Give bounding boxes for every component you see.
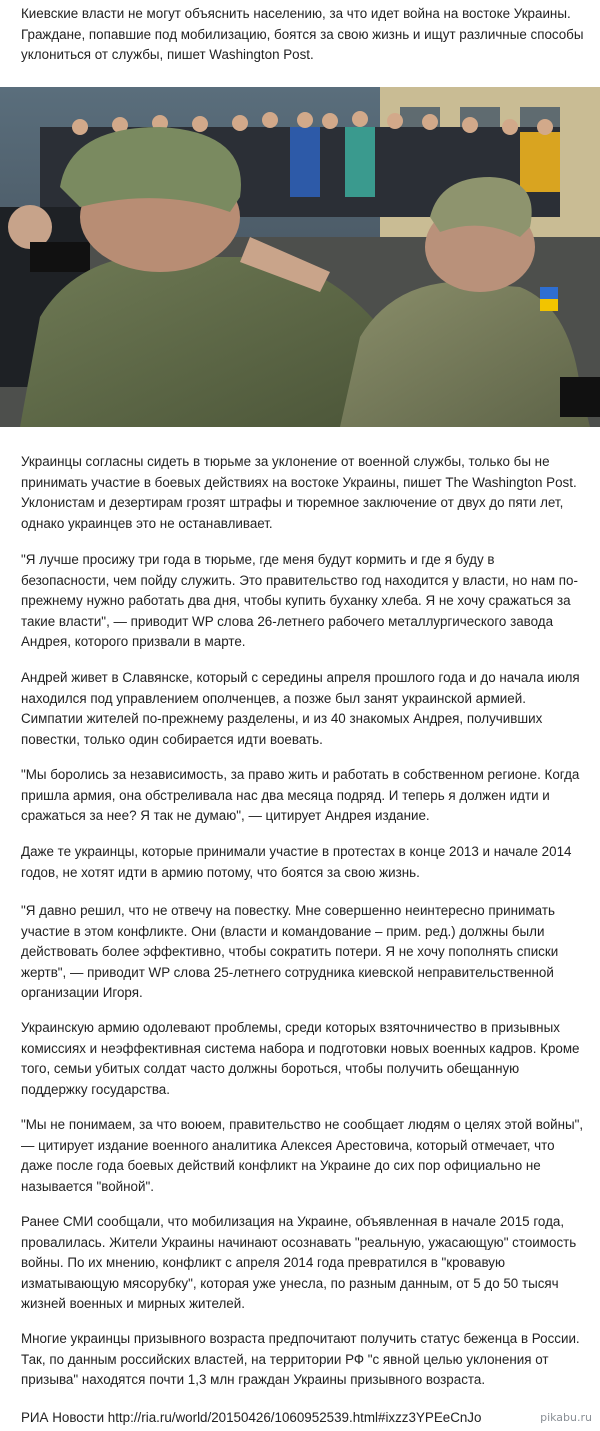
paragraph-8: "Мы не понимаем, за что воюем, правительство не сообщает людям о целях этой войны", — цитирует издание военного аналитика Алексея Арестовича, который отмечает, что даже после года боевых действий конфликт на Украине до сих пор официально не называется "войной". xyxy=(21,1117,584,1194)
lead-paragraph: Киевские власти не могут объяснить населению, за что идет война на востоке Украины. Граждане, попавшие под мобилизацию, боятся за свою жизнь и ищут различные способы уклониться от службы, пишет Washington Post. xyxy=(21,6,584,62)
source-link[interactable]: РИА Новости http://ria.ru/world/20150426/1060952539.html#ixzz3YPEeCnJo xyxy=(21,1410,482,1425)
pikabu-watermark: pikabu.ru xyxy=(540,1411,592,1424)
paragraph-3: Андрей живет в Славянске, который с середины апреля прошлого года и до начала июля находился под управлением ополченцев, а позже был занят украинской армией. Симпатии жителей по-прежнему разделены, и из 40 знакомых Андрея, получивших повестки, только один собирается идти воевать. xyxy=(21,670,580,747)
paragraph-10: Многие украинцы призывного возраста предпочитают получить статус беженца в России. Так, по данным российских властей, на территории РФ "с явной целью уклонения от призыва" находятся почти 1,3 млн граждан Украины призывного возраста. xyxy=(21,1331,580,1387)
paragraph-6: "Я давно решил, что не отвечу на повестку. Мне совершенно неинтересно принимать участие в этом конфликте. Они (власти и командование – прим. ред.) должны были действовать более эффективно, чтобы сократить потери. Я не хочу пополнять списки жертв", — приводит WP слова 25-летнего сотрудника киевской неправительственной организации Игоря. xyxy=(21,903,559,1000)
paragraph-4: "Мы боролись за независимость, за право жить и работать в собственном регионе. Когда пришла армия, она обстреливала нас два месяца подряд. И теперь я должен идти и сражаться за нее? Я так не думаю", — цитирует Андрея издание. xyxy=(21,767,580,823)
paragraph-9: Ранее СМИ сообщали, что мобилизация на Украине, объявленная в начале 2015 года, провалилась. Жители Украины начинают осознавать "реальную, ужасающую" стоимость войны. По их мнению, конфликт с апреля 2014 года превратился в "кровавую изматывающую мясорубку", которая уже унесла, по разным данным, от 5 до 50 тысяч жизней военных и мирных жителей. xyxy=(21,1214,577,1311)
paragraph-2: "Я лучше просижу три года в тюрьме, где меня будут кормить и где я буду в безопасности, чем пойду служить. Это правительство год находится у власти, но нам по-прежнему нужно работать два дня, чтобы купить буханку хлеба. Я не хочу сражаться за такие власти", — приводит WP слова 26-летнего рабочего металлургического завода Андрея, которого призвали в марте. xyxy=(21,552,578,649)
paragraph-5: Даже те украинцы, которые принимали участие в протестах в конце 2013 и начале 2014 годов, не хотят идти в армию потому, что боятся за свою жизнь. xyxy=(21,844,572,880)
news-photo xyxy=(0,87,600,427)
paragraph-1: Украинцы согласны сидеть в тюрьме за уклонение от военной службы, только бы не принимать участие в боевых действиях на востоке Украины, пишет The Washington Post. Уклонистам и дезертирам грозят штрафы и тюремное заключение от двух до пяти лет, однако украинцев это не останавливает. xyxy=(21,454,577,531)
paragraph-7: Украинскую армию одолевают проблемы, среди которых взяточничество в призывных комиссиях и неэффективная система набора и подготовки новых военных кадров. Кроме того, семьи убитых солдат часто должны бороться, чтобы получить обещанную поддержку государства. xyxy=(21,1020,580,1097)
